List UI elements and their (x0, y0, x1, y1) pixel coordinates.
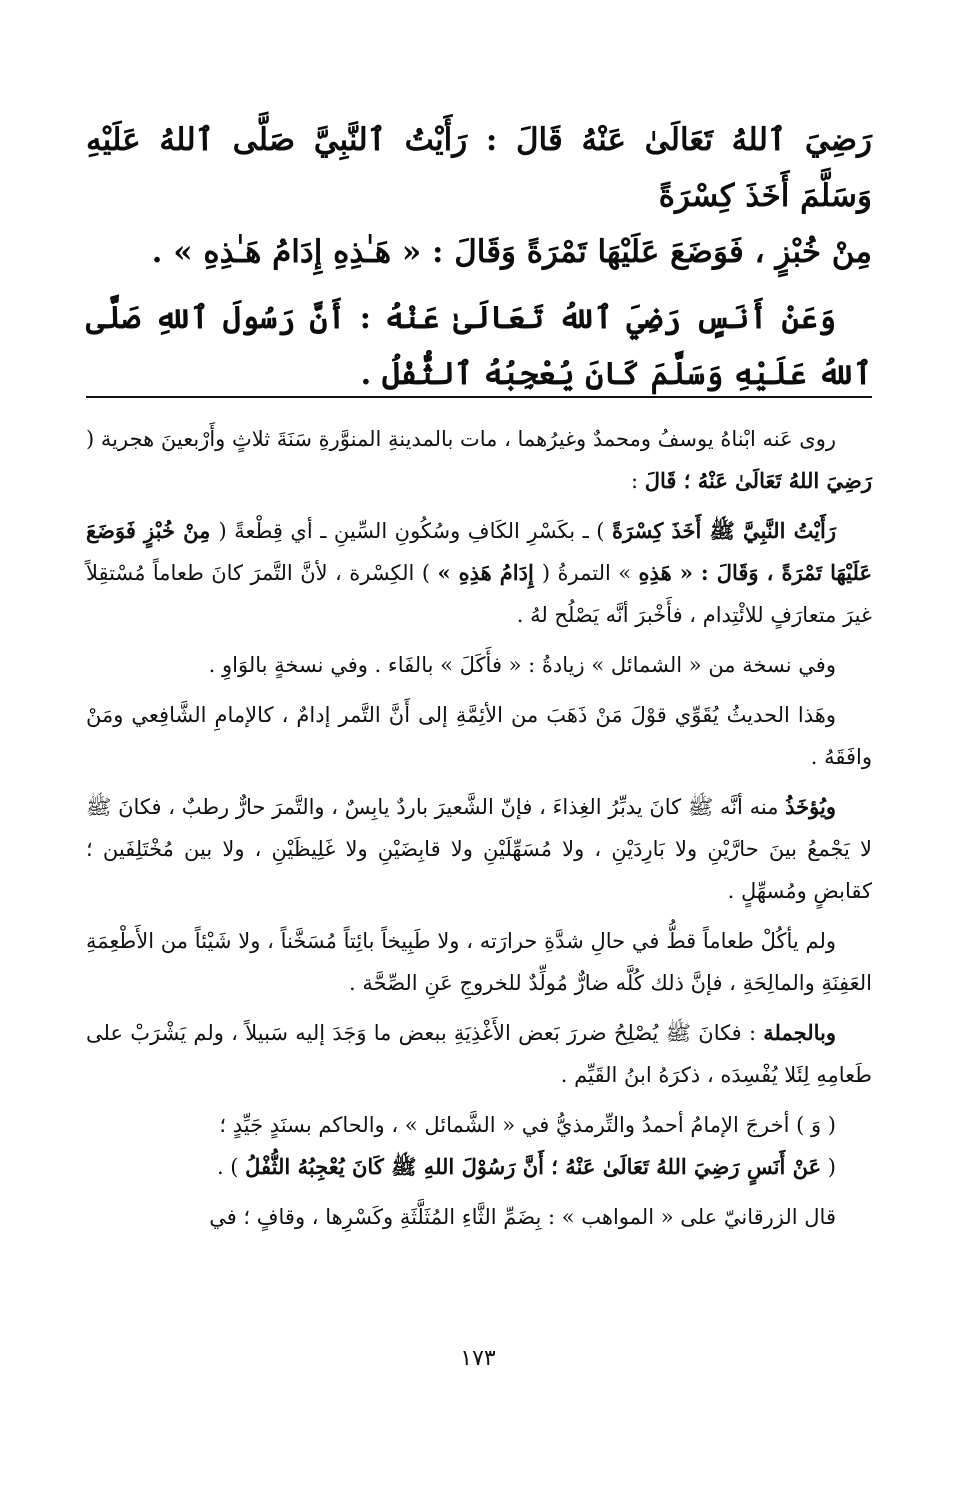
commentary-block (86, 418, 872, 1246)
page-number: ١٧٣ (460, 1346, 496, 1371)
hadith-line-1: رَضِيَ ٱللهُ تَعَالَىٰ عَنْهُ قَالَ : رَأَيْتُ ٱلنَّبِيَّ صَلَّى ٱللهُ عَلَيْهِ وَسَلَّمَ أَخَذَ كِسْرَةً (86, 122, 872, 214)
commentary-bold: إِدَامُ هَذِهِ » (437, 560, 542, 585)
commentary-text: : (630, 469, 645, 493)
commentary-paragraph (86, 786, 872, 912)
commentary-text: ) ـ بكَسْرِ الكَافِ وسُكُونِ السِّينِ ـ أي قِطْعةً ( (218, 519, 612, 543)
commentary-bold: وبالجملة (763, 1020, 836, 1045)
commentary-bold: ويُؤخَذُ (785, 794, 836, 819)
commentary-bold: مِنْ خُبْزٍ فَوَضَعَ عَلَيْهَا تَمْرَةً ، وَقَالَ : « هَذِهِ (86, 518, 873, 585)
commentary-text: روى عَنه ابْناهُ يوسفُ ومحمدٌ وغيرُهما ، مات بالمدينةِ المنوَّرةِ سَنَةَ ثلاثٍ وأَرْبعينَ هجرية ( (86, 427, 836, 451)
commentary-bold: عَنْ أَنَسٍ رَضِيَ اللهُ تَعَالَىٰ عَنْهُ ؛ أَنَّ رَسُوْلَ اللهِ ﷺ كَانَ يُعْجِبُهُ الثُّفْلُ (245, 1154, 822, 1179)
commentary-text: ( (821, 1155, 836, 1179)
commentary-paragraph (86, 510, 872, 636)
commentary-paragraph: وفي نسخة من « الشمائل » زيادةُ : « فأَكَلَ » بالفَاء . وفي نسخةٍ بالوَاوِ . (208, 653, 836, 677)
footnote-divider (86, 396, 872, 398)
commentary-paragraph: قال الزرقانيّ على « المواهب » : بِضَمِّ الثَّاءِ المُثَلَّثَةِ وكَسْرِها ، وقافٍ ؛ في (209, 1205, 836, 1229)
commentary-text: » التمرةُ ( (541, 561, 639, 585)
hadith-text-block (86, 112, 872, 402)
commentary-bold: رَأَيْتُ النَّبِيَّ ﷺ أَخَذَ كِسْرَةً (612, 518, 837, 543)
commentary-text: ) الكِسْرة ، لأنَّ التَّمرَ كانَ طعاماً مُسْتقِلاً غيرَ متعارَفٍ للائْتِدام ، فأَخْبرَ أنَّه يَصْلُح لهُ . (86, 561, 872, 627)
hadith-line-2: مِنْ خُبْزٍ ، فَوَضَعَ عَلَيْهَا تَمْرَةً وَقَالَ : « هَـٰذِهِ إِدَامُ هَـٰذِهِ » . (151, 234, 872, 270)
commentary-text: : فكانَ ﷺ يُصْلِحُ ضررَ بَعض الأَغْذِيَةِ ببعض ما وَجَدَ إليه سَبيلاً ، ولم يَشْرَبْ على طَعامِهِ لِئَلا يُفْسِدَه ، ذكرَهُ ابنُ القَيِّم . (86, 1021, 872, 1087)
hadith-line (86, 224, 872, 280)
commentary-paragraph: ( وَ ) أخرجَ الإمامُ أحمدُ والتِّرمذيُّ في « الشَّمائل » ، والحاكم بسنَدٍ جَيِّدٍ ؛ (219, 1113, 836, 1137)
hadith-line (86, 112, 872, 224)
commentary-paragraph (86, 418, 872, 502)
commentary-paragraph (86, 1012, 872, 1096)
commentary-paragraph (86, 1146, 872, 1188)
commentary-paragraph: ولم يأكُلْ طعاماً قطُّ في حالِ شدَّةِ حرارَته ، ولا طَبِيخاً بائِتاً مُسَخَّناً ، ولا شَيْئاً من الأَطْعِمَةِ العَفِنَةِ والمالِحَةِ ، فإنَّ ذلك كُلَّه ضارٌّ مُولِّدٌ للخروجِ عَنِ الصِّحَّة . (86, 929, 872, 995)
commentary-text: ) . (216, 1155, 246, 1179)
commentary-paragraph: وهَذا الحديثُ يُقَوِّي قوْلَ مَنْ ذَهَبَ من الأئِمَّةِ إلى أَنَّ التَّمر إدامٌ ، كالإمامِ الشَّافِعي ومَنْ وافَقَهُ . (86, 703, 872, 769)
commentary-text: منه أنَّه ﷺ كانَ يدبِّرُ الغِذاءَ ، فإنّ الشَّعيرَ باردٌ يابِسٌ ، والتَّمرَ حارٌّ رطبٌ ، فكانَ ﷺ لا يَجْمعُ بينَ حارَّيْنِ ولا بَارِدَيْنِ ، ولا مُسَهِّلَيْنِ ولا قابِضَيْنِ ولا غَلِيظَيْنِ ، ولا بين مُخْتَلِفَين ؛ كقابضٍ ومُسهِّلٍ . (86, 795, 872, 903)
commentary-bold: رَضِيَ اللهُ تَعَالَىٰ عَنْهُ ؛ قَالَ (644, 468, 872, 493)
hadith-paragraph-anas: وَعَنْ أَنَسٍ رَضِيَ ٱللهُ تَعَالَىٰ عَنْهُ : أَنَّ رَسُولَ ٱللهِ صَلَّى ٱللهُ عَلَيْهِ وَسَلَّمَ كَانَ يُعْجِبُهُ ٱلثُّفْلُ . (86, 300, 872, 392)
